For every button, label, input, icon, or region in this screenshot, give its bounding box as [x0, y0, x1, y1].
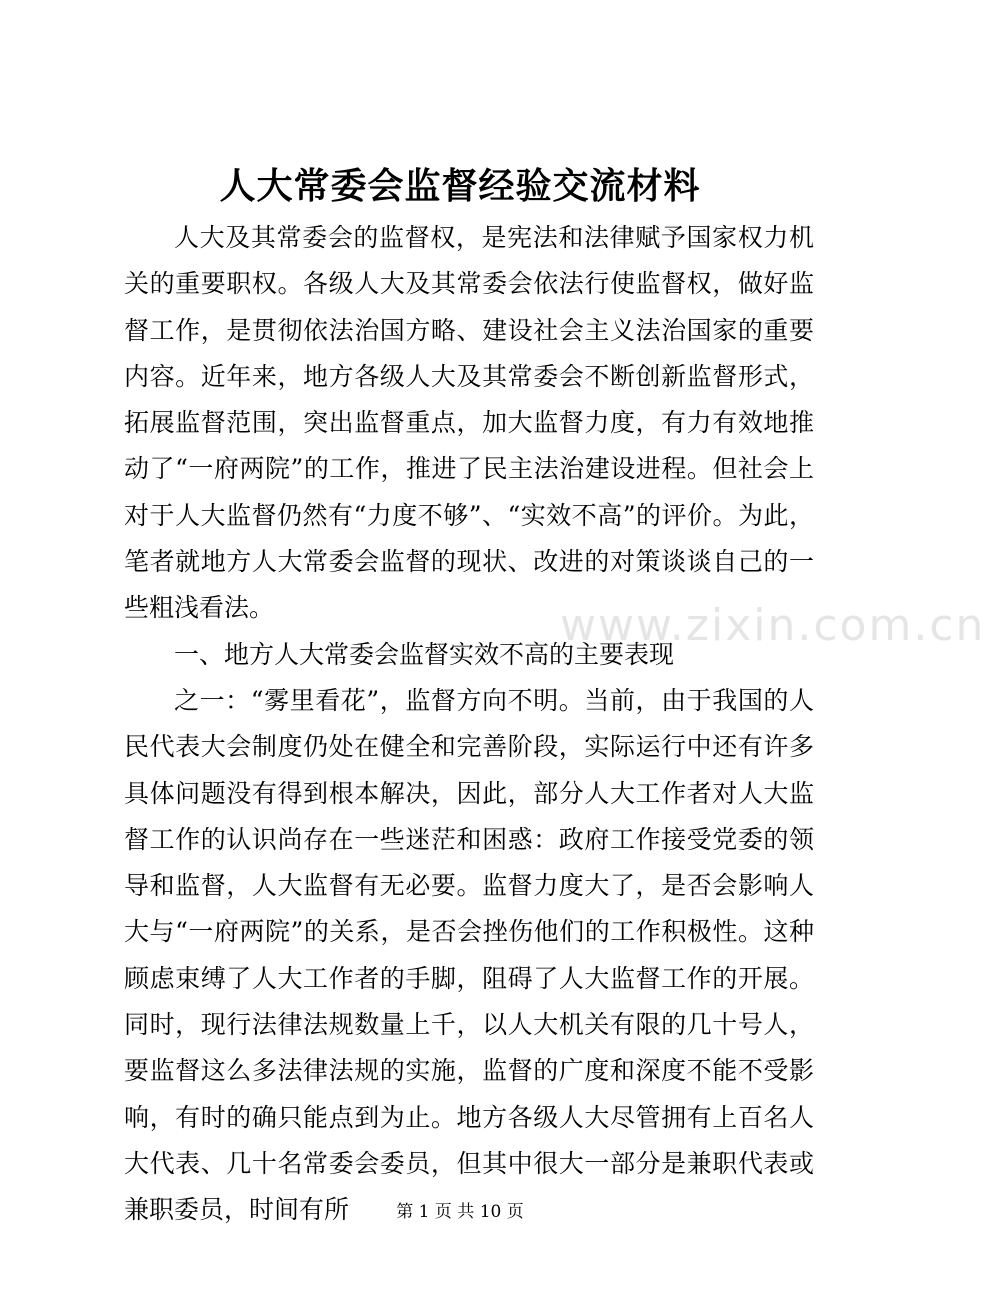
- watermark: www.zixin.com.cn: [560, 600, 985, 651]
- paragraph-intro: 人大及其常委会的监督权，是宪法和法律赋予国家权力机关的重要职权。各级人大及其常委会依法行使监督权，做好监督工作，是贯彻依法治国方略、建设社会主义法治国家的重要内容。近年来，地方各级人大及其常委会不断创新监督形式，拓展监督范围，突出监督重点，加大监督力度，有力有效地推动了“一府两院”的工作，推进了民主法治建设进程。但社会上对于人大监督仍然有“力度不够”、“实效不高”的评价。为此，笔者就地方人大常委会监督的现状、改进的对策谈谈自己的一些粗浅看法。: [124, 223, 814, 623]
- section-heading: 一、地方人大常委会监督实效不高的主要表现: [174, 639, 675, 669]
- paragraph-point-one: 之一：“雾里看花”，监督方向不明。当前，由于我国的人民代表大会制度仍处在健全和完善阶段，实际运行中还有许多具体问题没有得到根本解决，因此，部分人大工作者对人大监督工作的认识尚存在一些迷茫和困惑：政府工作接受党委的领导和监督，人大监督有无必要。监督力度大了，是否会影响人大与“一府两院”的关系，是否会挫伤他们的工作积极性。这种顾虑束缚了人大工作者的手脚，阻碍了人大监督工作的开展。同时，现行法律法规数量上千，以人大机关有限的几十号人，要监督这么多法律法规的实施，监督的广度和深度不能不受影响，有时的确只能点到为止。地方各级人大尽管拥有上百名人大代表、几十名常委会委员，但其中很大一部分是兼职代表或兼职委员，时间有所: [124, 685, 814, 1225]
- document-body: [124, 215, 814, 1234]
- page-footer: 第 1 页 共 10 页: [396, 1202, 524, 1222]
- document-title: 人大常委会监督经验交流材料: [219, 165, 701, 207]
